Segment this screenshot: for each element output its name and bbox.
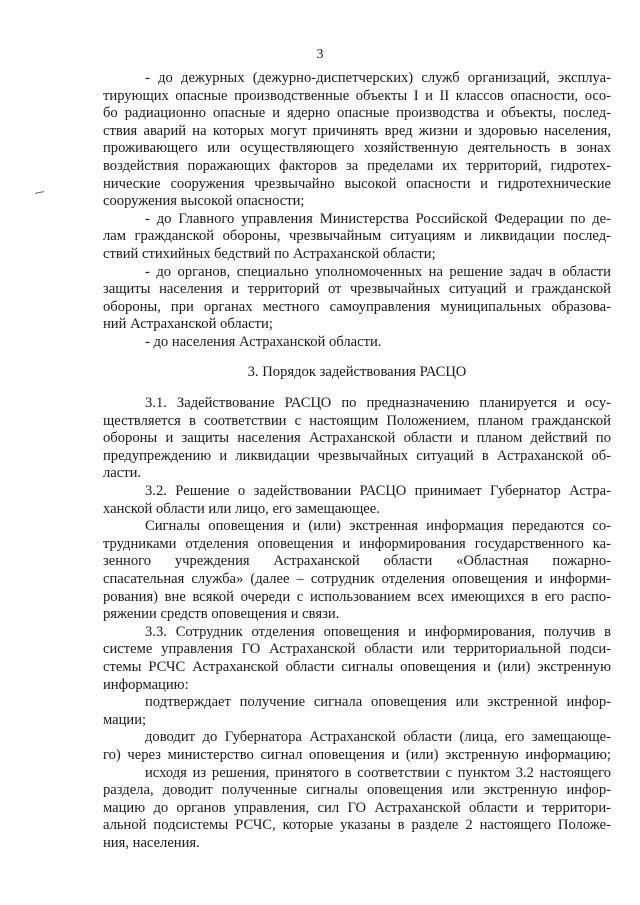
text-line: исходя из решения, принятого в соответствии с пунктом 3.2 настоящего [145, 764, 611, 781]
text-line: обороны, при органах местного самоуправления муниципальных образова- [103, 298, 611, 315]
text-line: ществляется в соответствии с настоящим Положением, планом гражданской [103, 412, 611, 429]
text-line: бо радиационно опасные и ядерно опасные производства и объекты, послед- [103, 105, 611, 122]
text-line: - до органов, специально уполномоченных на решение задач в области [145, 263, 611, 280]
text-line: раздела, доводит полученные сигналы оповещения или экстренную инфор- [103, 782, 611, 799]
text-line: ствия аварий на которых могут причинять вред жизни и здоровью населения, [103, 122, 611, 139]
text-line: спасательная служба» (далее – сотрудник отделения оповещения и информи- [103, 571, 611, 588]
text-line: мацию до органов управления, сил ГО Астраханской области и территори- [103, 799, 611, 816]
text-line: нические сооружения чрезвычайно высокой опасности и гидротехнические [103, 175, 611, 192]
paragraph-block-notification-targets [103, 70, 611, 352]
text-line: ний Астраханской области; [103, 316, 273, 333]
text-line: ствий стихийных бедствий по Астраханской области; [103, 245, 436, 262]
text-line: тирующих опасные производственные объекты I и II классов опасности, осо- [103, 87, 611, 104]
text-line: 3.1. Задействование РАСЦО по предназначению планируется и осу- [145, 395, 611, 412]
text-line: альной подсистемы РСЧС, которые указаны в разделе 2 настоящего Положе- [103, 817, 611, 834]
text-line: стемы РСЧС Астраханской области сигналы оповещения и (или) экстренную [103, 659, 611, 675]
text-line: ласти. [103, 465, 142, 482]
text-line: подтверждает получение сигнала оповещения или экстренной инфор- [145, 694, 611, 711]
text-line: предупреждению и ликвидации чрезвычайных ситуаций в Астраханской об- [103, 447, 611, 464]
text-line: ния, населения. [103, 834, 200, 851]
text-line: защиты населения и территорий от чрезвычайных ситуаций и гражданской [103, 281, 611, 298]
text-line: Сигналы оповещения и (или) экстренная информация передаются со- [145, 518, 611, 535]
text-line: сооружения высокой опасности; [103, 193, 305, 210]
text-line: системе управления ГО Астраханской области или территориальной подси- [103, 641, 611, 658]
text-line: доводит до Губернатора Астраханской области (лица, его замещающе- [145, 729, 611, 746]
text-line: воздействия поражающих факторов за пределами их территорий, гидротех- [103, 157, 611, 174]
text-line: - до дежурных (дежурно-диспетчерских) служб организаций, эксплуа- [145, 70, 611, 86]
text-line: го) через министерство сигнал оповещения и (или) экстренную информацию; [103, 746, 611, 763]
page-number: 3 [316, 47, 324, 62]
text-line: мации; [103, 711, 147, 728]
text-line: обороны и защиты населения Астраханской области и планом действий по [103, 430, 611, 447]
document-body [103, 70, 611, 853]
spacer [103, 352, 611, 364]
spacer [103, 381, 611, 395]
text-line: лам гражданской обороны, чрезвычайным ситуациям и ликвидации послед- [103, 228, 611, 245]
text-line: - до населения Астраханской области. [145, 333, 382, 350]
text-line: информацию: [103, 676, 189, 693]
text-line: трудниками отделения оповещения и информирования государственного ка- [103, 535, 611, 552]
text-line: 3.2. Решение о задействовании РАСЦО принимает Губернатор Астра- [145, 483, 611, 500]
text-line: ханской области или лицо, его замещающее. [103, 500, 380, 517]
text-line: проживающего или осуществляющего хозяйственную деятельность в зонах [103, 140, 611, 157]
text-line: 3.3. Сотрудник отделения оповещения и информирования, получив в [145, 623, 611, 640]
text-line: ряжении средств оповещения и связи. [103, 606, 340, 623]
scan-artifact-mark [35, 191, 44, 194]
text-line: - до Главного управления Министерства Российской Федерации по де- [145, 210, 611, 227]
text-line: зенного учреждения Астраханской области «Областная пожарно- [103, 553, 611, 570]
section-heading: 3. Порядок задействования РАСЦО [247, 363, 467, 380]
text-line: рования) вне всякой очереди с использованием всех имеющихся в его распо- [103, 588, 611, 605]
paragraph-block-activation-procedure [103, 395, 611, 852]
